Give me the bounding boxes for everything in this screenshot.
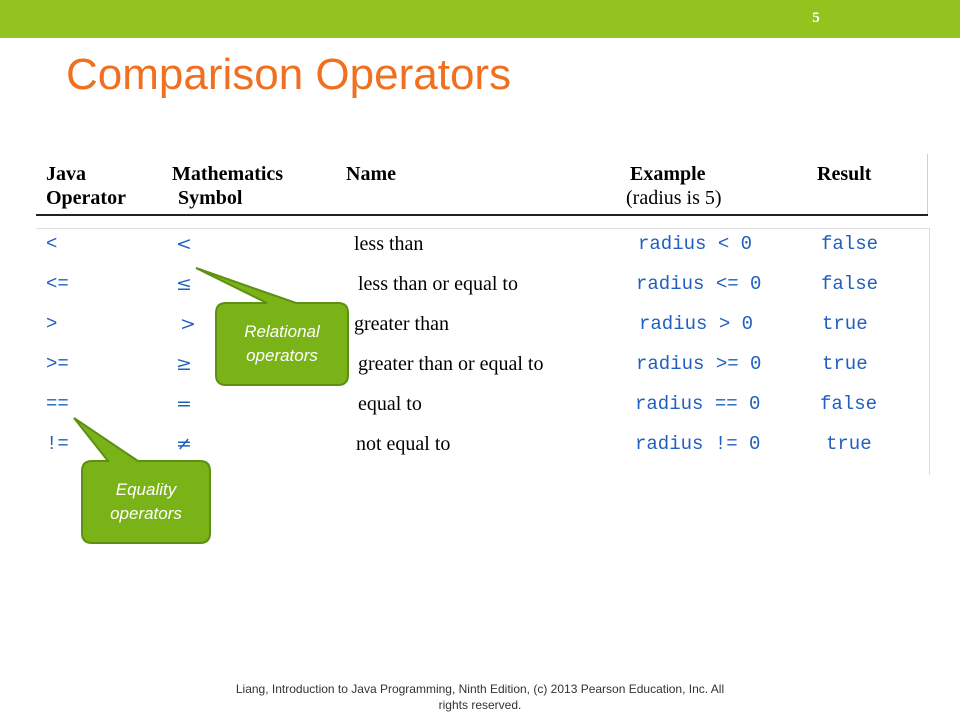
equality-callout-label: Equality operators [110, 480, 182, 523]
slide-number: 5 [812, 10, 820, 26]
java-operator-cell: <= [46, 273, 69, 295]
math-symbol-cell: > [180, 313, 196, 335]
result-cell: false [820, 393, 878, 415]
example-cell: radius != 0 [635, 433, 761, 455]
math-symbol-cell: = [176, 393, 192, 415]
result-cell: true [826, 433, 872, 455]
example-cell: radius <= 0 [636, 273, 762, 295]
footer-citation: Liang, Introduction to Java Programming, Ninth Edition, (c) 2013 Pearson Education, Inc. All rights reserved. [235, 682, 725, 712]
math-symbol-cell: ≤ [176, 273, 192, 295]
example-cell: radius >= 0 [636, 353, 762, 375]
operator-name-cell: equal to [358, 393, 422, 415]
result-cell: false [821, 233, 879, 255]
relational-callout-label: Relational operators [244, 322, 320, 365]
math-symbol-cell: ≠ [176, 433, 192, 455]
slide-title: Comparison Operators [66, 50, 512, 99]
java-operator-cell: >= [46, 353, 69, 375]
java-operator-cell: < [46, 233, 58, 255]
math-symbol-cell: ≥ [176, 353, 192, 375]
header-math-symbol: Mathematics Symbol [172, 163, 284, 209]
operator-name-cell: greater than or equal to [358, 353, 544, 375]
operator-name-cell: less than [354, 233, 424, 255]
header-example: Example (radius is 5) [626, 163, 722, 209]
result-cell: false [821, 273, 879, 295]
operator-name-cell: greater than [354, 313, 449, 335]
operator-name-cell: less than or equal to [358, 273, 518, 295]
result-cell: true [822, 313, 868, 335]
example-cell: radius == 0 [635, 393, 761, 415]
header-result: Result [817, 163, 872, 185]
header-java-operator: Java Operator [46, 163, 126, 209]
math-symbol-cell: < [176, 233, 192, 255]
example-cell: radius < 0 [638, 233, 753, 255]
java-operator-cell: != [46, 433, 69, 455]
operator-name-cell: not equal to [356, 433, 451, 455]
result-cell: true [822, 353, 868, 375]
header-name: Name [346, 163, 396, 185]
java-operator-cell: > [46, 313, 58, 335]
example-cell: radius > 0 [639, 313, 754, 335]
java-operator-cell: == [46, 393, 69, 415]
